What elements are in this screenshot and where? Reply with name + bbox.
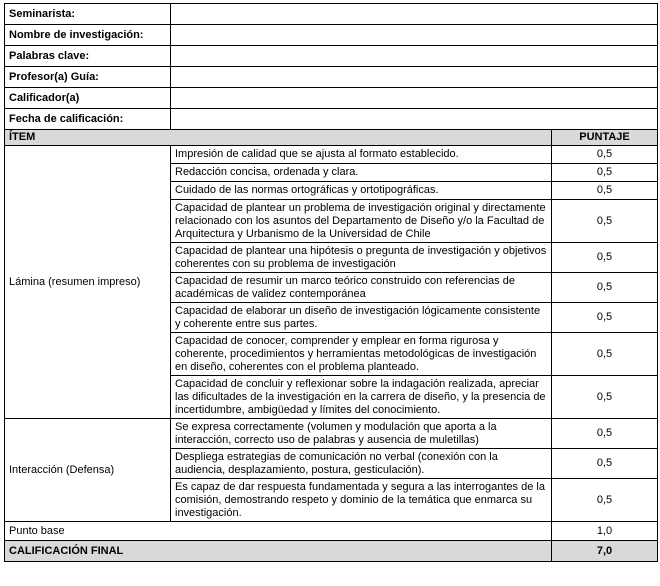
base-points-row bbox=[5, 522, 658, 541]
final-grade-score: 7,0 bbox=[552, 541, 658, 562]
final-grade-label: CALIFICACIÓN FINAL bbox=[5, 541, 552, 562]
criterion-score: 0,5 bbox=[552, 333, 658, 376]
palabras-label: Palabras clave: bbox=[5, 46, 171, 67]
criterion-score: 0,5 bbox=[552, 419, 658, 449]
calificador-label: Calificador(a) bbox=[5, 88, 171, 109]
header-row-calificador bbox=[5, 88, 658, 109]
criterion-text: Capacidad de elaborar un diseño de investigación lógicamente consistente y coherente entre sus partes. bbox=[171, 303, 552, 333]
criterion-text: Capacidad de resumir un marco teórico construido con referencias de académicas de validez contemporánea bbox=[171, 273, 552, 303]
criterion-score: 0,5 bbox=[552, 273, 658, 303]
nombre-label: Nombre de investigación: bbox=[5, 25, 171, 46]
criterion-text: Capacidad de conocer, comprender y emplear en forma rigurosa y coherente, procedimientos y herramientas metodológicas de investigación en diseño, coherentes con el problema planteado. bbox=[171, 333, 552, 376]
criterion-score: 0,5 bbox=[552, 182, 658, 200]
criterion-text: Despliega estrategias de comunicación no verbal (conexión con la audiencia, desplazamiento, postura, gesticulación). bbox=[171, 449, 552, 479]
criterion-text: Se expresa correctamente (volumen y modulación que aporta a la interacción, correcto uso de palabras y ausencia de muletillas) bbox=[171, 419, 552, 449]
evaluation-table bbox=[4, 3, 658, 562]
profesor-label: Profesor(a) Guía: bbox=[5, 67, 171, 88]
calificador-field[interactable] bbox=[171, 88, 658, 109]
criterion-text: Capacidad de concluir y reflexionar sobre la indagación realizada, apreciar las dificultades de la investigación en la carrera de diseño, y la presencia de incertidumbre, ambigüedad y límites del conocimiento. bbox=[171, 376, 552, 419]
lamina-section-label: Lámina (resumen impreso) bbox=[5, 146, 171, 419]
seminarista-field[interactable] bbox=[171, 4, 658, 25]
header-row-nombre bbox=[5, 25, 658, 46]
criterion-score: 0,5 bbox=[552, 164, 658, 182]
base-points-label: Punto base bbox=[5, 522, 552, 541]
table-row bbox=[5, 419, 658, 449]
column-header-row bbox=[5, 130, 658, 146]
item-column-header: ÍTEM bbox=[5, 130, 552, 146]
fecha-label: Fecha de calificación: bbox=[5, 109, 171, 130]
criterion-text: Es capaz de dar respuesta fundamentada y segura a las interrogantes de la comisión, demostrando respeto y dominio de la temática que enmarca su investigación. bbox=[171, 479, 552, 522]
criterion-score: 0,5 bbox=[552, 479, 658, 522]
criterion-score: 0,5 bbox=[552, 146, 658, 164]
criterion-score: 0,5 bbox=[552, 243, 658, 273]
criterion-score: 0,5 bbox=[552, 376, 658, 419]
criterion-text: Capacidad de plantear una hipótesis o pregunta de investigación y objetivos coherentes con su problema de investigación bbox=[171, 243, 552, 273]
criterion-score: 0,5 bbox=[552, 303, 658, 333]
header-row-palabras bbox=[5, 46, 658, 67]
header-row-fecha bbox=[5, 109, 658, 130]
seminarista-label: Seminarista: bbox=[5, 4, 171, 25]
criterion-text: Redacción concisa, ordenada y clara. bbox=[171, 164, 552, 182]
criterion-text: Capacidad de plantear un problema de investigación original y directamente relacionado con los asuntos del Departamento de Diseño y/o la Facultad de Arquitectura y Urbanismo de la Universidad de Chile bbox=[171, 200, 552, 243]
header-row-profesor bbox=[5, 67, 658, 88]
nombre-field[interactable] bbox=[171, 25, 658, 46]
interaccion-section-label: Interacción (Defensa) bbox=[5, 419, 171, 522]
fecha-field[interactable] bbox=[171, 109, 658, 130]
criterion-text: Impresión de calidad que se ajusta al formato establecido. bbox=[171, 146, 552, 164]
table-row bbox=[5, 146, 658, 164]
header-row-seminarista bbox=[5, 4, 658, 25]
puntaje-column-header: PUNTAJE bbox=[552, 130, 658, 146]
criterion-text: Cuidado de las normas ortográficas y ortotipográficas. bbox=[171, 182, 552, 200]
base-points-score: 1,0 bbox=[552, 522, 658, 541]
profesor-field[interactable] bbox=[171, 67, 658, 88]
criterion-score: 0,5 bbox=[552, 449, 658, 479]
criterion-score: 0,5 bbox=[552, 200, 658, 243]
final-grade-row bbox=[5, 541, 658, 562]
palabras-field[interactable] bbox=[171, 46, 658, 67]
